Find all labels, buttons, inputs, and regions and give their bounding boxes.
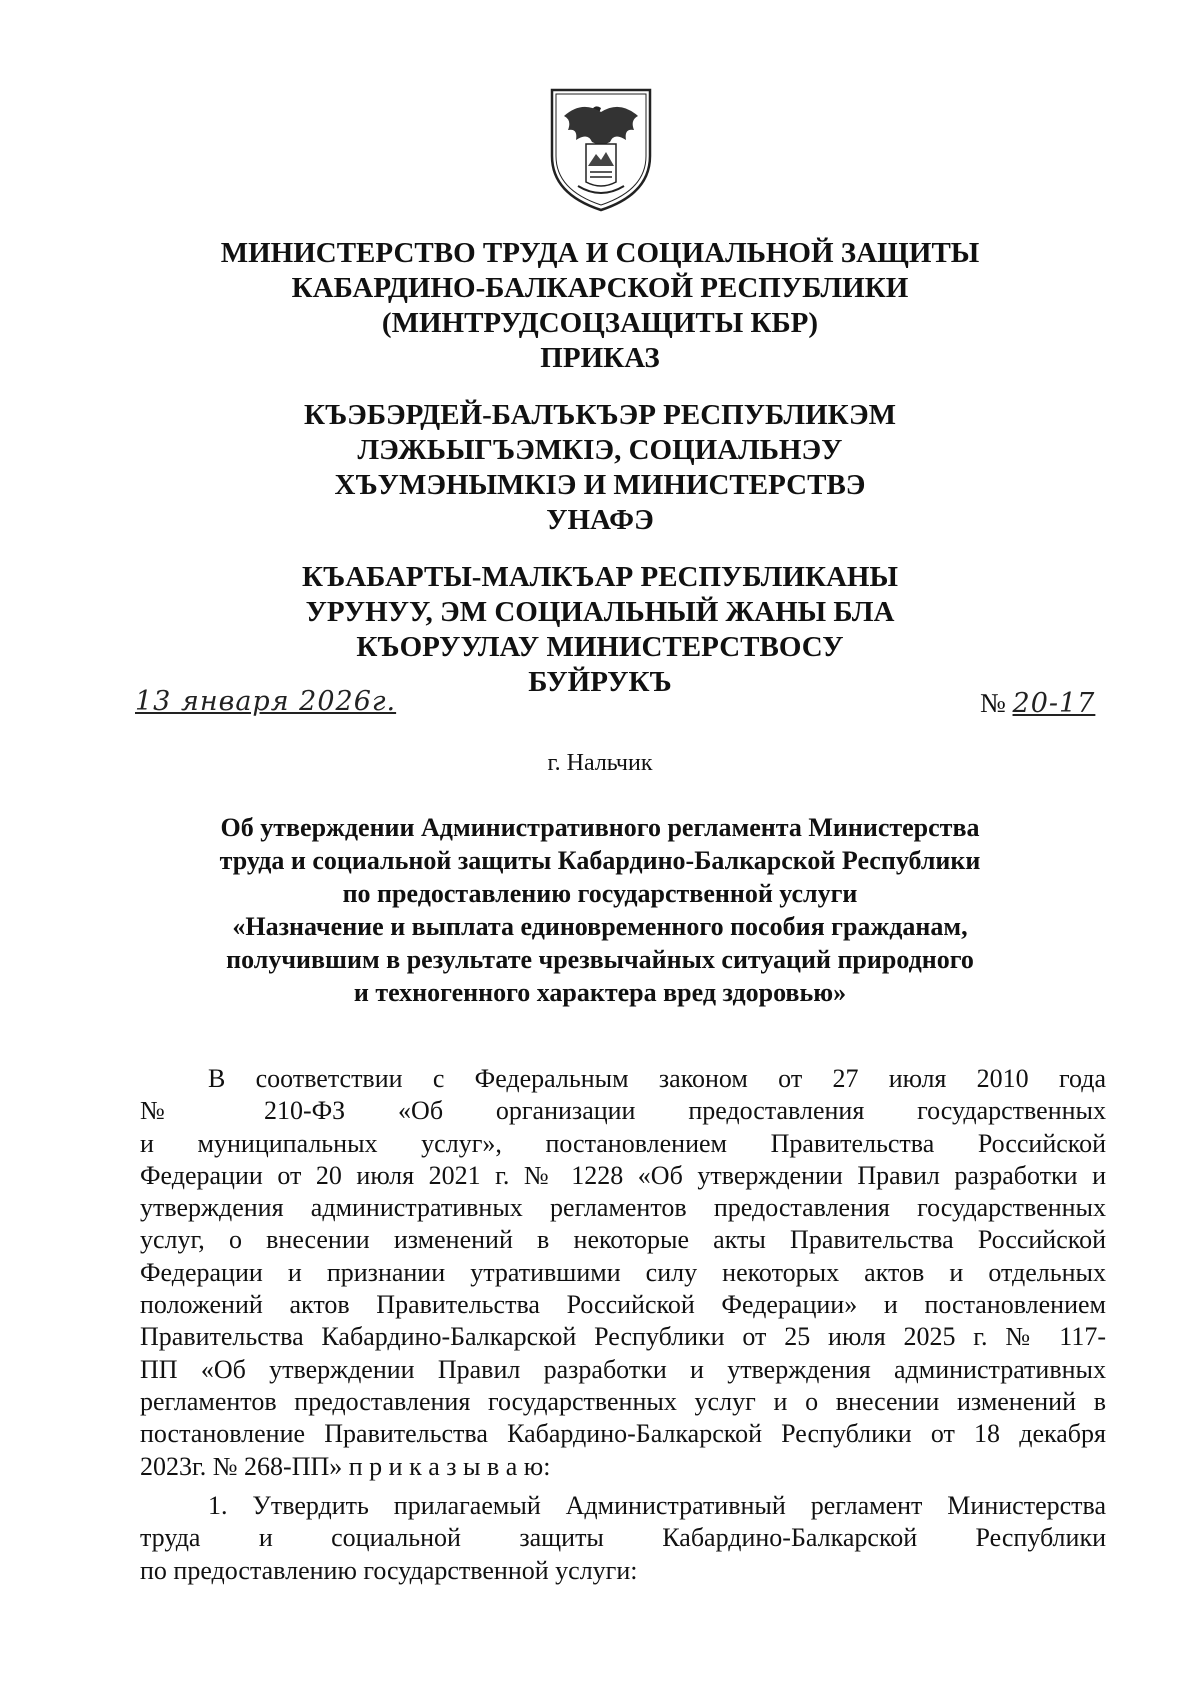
order-number	[980, 688, 1095, 719]
body-line: по предоставлению государственной услуги:	[140, 1555, 638, 1585]
body-line: ПП «Об утверждении Правил разработки и утверждения административных	[140, 1354, 1106, 1384]
ministry-name-russian	[0, 236, 1200, 376]
body-line: труда и социальной защиты Кабардино-Балкарской Республики	[140, 1523, 1106, 1553]
body-line: Федерации и признании утратившими силу некоторых актов и отдельных	[140, 1257, 1106, 1287]
ministry-name-balkar	[0, 560, 1200, 700]
body-line: 2023г. № 268-ПП» п р и к а з ы в а ю:	[140, 1451, 551, 1481]
body-line: положений актов Правительства Российской Федерации» и постановлением	[140, 1290, 1106, 1320]
order-date	[135, 686, 396, 717]
city-name: г. Нальчик	[547, 750, 653, 776]
order-title	[0, 811, 1200, 1009]
title-line: по предоставлению государственной услуги	[342, 879, 858, 908]
header-line: ЛЭЖЬЫГЪЭМКIЭ, СОЦИАЛЬНЭУ	[357, 434, 843, 466]
header-line: КЪОРУУЛАУ МИНИСТЕРСТВОСУ	[356, 631, 844, 663]
title-line: и техногенного характера вред здоровью»	[353, 978, 847, 1007]
handwritten-date: 13 января 2026г.	[135, 686, 397, 717]
body-line: и муниципальных услуг», постановлением Правительства Российской	[140, 1128, 1106, 1158]
coat-of-arms-emblem	[548, 86, 654, 214]
body-line: В соответствии с Федеральным законом от 27 июля 2010 года	[208, 1064, 1106, 1093]
doc-type-label: ПРИКАЗ	[540, 342, 660, 374]
title-line: получившим в результате чрезвычайных ситуаций природного	[226, 945, 974, 974]
doc-type-label: УНАФЭ	[546, 504, 654, 536]
header-line: КЪАБАРТЫ-МАЛКЪАР РЕСПУБЛИКАНЫ	[302, 561, 898, 593]
doc-type-label: БУЙРУКЪ	[528, 666, 672, 698]
header-line: УРУНУУ, ЭМ СОЦИАЛЬНЫЙ ЖАНЫ БЛА	[305, 596, 895, 628]
body-line: регламентов предоставления государственных услуг и о внесении изменений в	[140, 1386, 1106, 1416]
body-line: 1. Утвердить прилагаемый Административный регламент Министерства	[208, 1491, 1106, 1520]
body-line: Правительства Кабардино-Балкарской Республики от 25 июля 2025 г. № 117-	[140, 1322, 1106, 1352]
title-line: Об утверждении Административного регламента Министерства	[220, 813, 980, 842]
header-line: (МИНТРУДСОЦЗАЩИТЫ КБР)	[381, 307, 819, 339]
body-paragraph-item-1	[140, 1490, 1106, 1587]
body-line: утверждения административных регламентов предоставления государственных	[140, 1193, 1106, 1223]
title-line: труда и социальной защиты Кабардино-Балкарской Республики	[219, 846, 981, 875]
handwritten-number: 20-17	[1012, 688, 1096, 719]
title-line: «Назначение и выплата единовременного пособия гражданам,	[232, 912, 968, 941]
body-line: Федерации от 20 июля 2021 г. № 1228 «Об утверждении Правил разработки и	[140, 1160, 1106, 1190]
header-line: КАБАРДИНО-БАЛКАРСКОЙ РЕСПУБЛИКИ	[291, 272, 909, 304]
body-paragraph-preamble	[140, 1063, 1106, 1483]
number-label: №	[980, 688, 1006, 718]
header-line: ХЪУМЭНЫМКIЭ И МИНИСТЕРСТВЭ	[334, 469, 866, 501]
body-line: услуг, о внесении изменений в некоторые акты Правительства Российской	[140, 1225, 1106, 1255]
body-line: постановление Правительства Кабардино-Балкарской Республики от 18 декабря	[140, 1419, 1106, 1449]
header-line: МИНИСТЕРСТВО ТРУДА И СОЦИАЛЬНОЙ ЗАЩИТЫ	[220, 237, 980, 269]
body-line: № 210-ФЗ «Об организации предоставления государственных	[140, 1096, 1106, 1126]
header-line: КЪЭБЭРДЕЙ-БАЛЪКЪЭР РЕСПУБЛИКЭМ	[303, 399, 897, 431]
ministry-name-kabardian	[0, 398, 1200, 538]
